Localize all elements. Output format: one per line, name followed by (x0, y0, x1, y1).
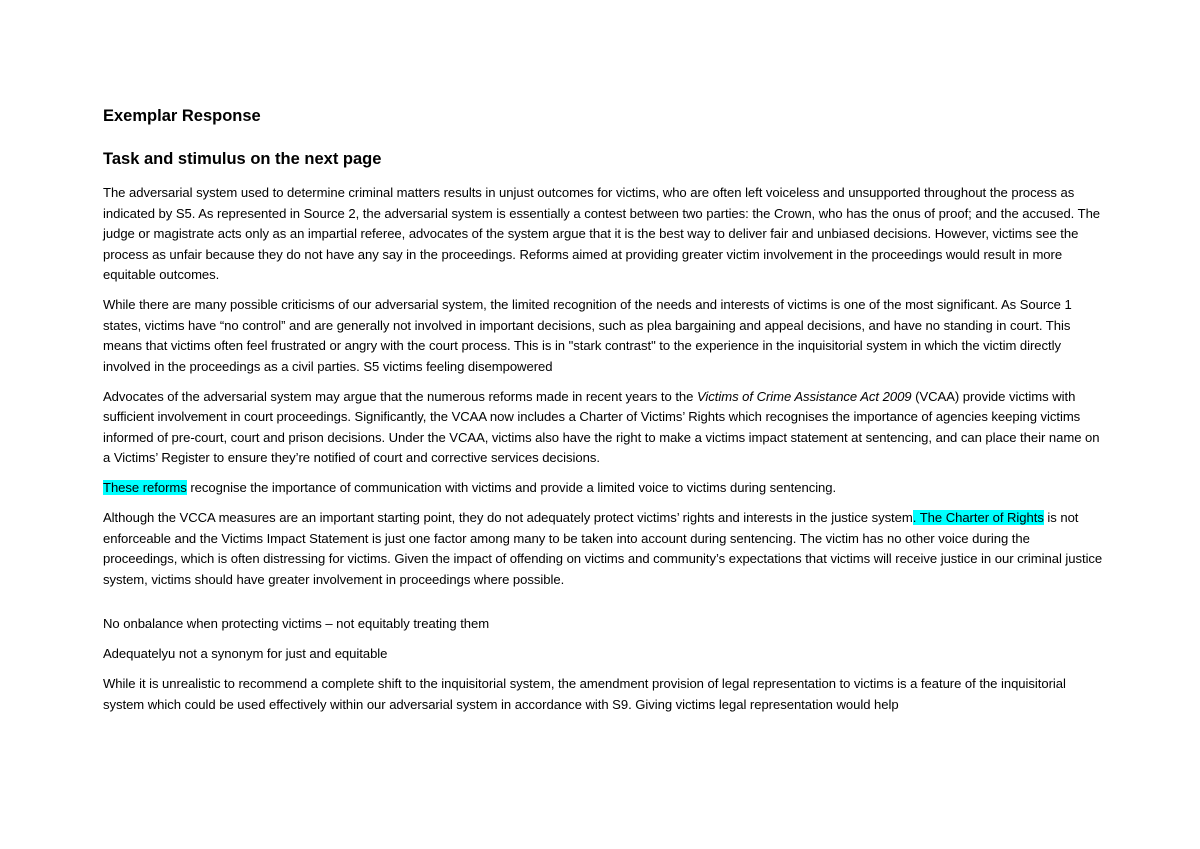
paragraph-3-text-a: Advocates of the adversarial system may argue that the numerous reforms made in recent years to the (103, 388, 697, 404)
document-title: Exemplar Response (103, 107, 261, 125)
paragraph-5 (103, 508, 1103, 590)
paragraph-5-text-b: is not enforceable and the Victims Impact Statement is just one factor among many to be taken into account during sentencing. The victim has no other voice during the proceedings, which is often distressing for victims. Given the impact of offending on victims and community’s expectations that victims will receive justice in our criminal justice system, victims should have greater involvement in proceedings where possible. (103, 510, 1103, 587)
paragraph-3 (103, 387, 1103, 469)
paragraph-4 (103, 478, 1103, 499)
paragraph-5-text-a: Although the VCCA measures are an important starting point, they do not adequately protect victims’ rights and interests in the justice system (103, 510, 913, 525)
note-2: Adequatelyu not a synonym for just and equitable (103, 646, 388, 661)
paragraph-1: The adversarial system used to determine criminal matters results in unjust outcomes for victims, who are often left voiceless and unsupported throughout the process as indicated by S5. As represented in Source 2, the adversarial system is essentially a contest between two parties: the Crown, who has the onus of proof; and the accused. The judge or magistrate acts only as an impartial referee, advocates of the system argue that it is the best way to deliver fair and unbiased decisions. However, victims see the process as unfair because they do not have any say in the proceedings. Reforms aimed at providing greater victim involvement in the proceedings would result in more equitable outcomes. (103, 185, 1101, 282)
note-1: No onbalance when protecting victims – not equitably treating them (103, 616, 490, 631)
paragraph-2: While there are many possible criticisms of our adversarial system, the limited recognition of the needs and interests of victims is one of the most significant. As Source 1 states, victims have “no control” and are generally not involved in important decisions, such as plea bargaining and appeal decisions, and have no standing in court. This means that victims often feel frustrated or angry with the court process. This is in "stark contrast" to the experience in the inquisitorial system in which the victim directly involved in the proceedings as a civil parties. S5 victims feeling disempowered (103, 297, 1072, 374)
paragraph-4-text: recognise the importance of communication with victims and provide a limited voice to victims during sentencing. (186, 480, 837, 495)
paragraph-3-text-b: (VCAA) provide victims with sufficient involvement in court proceedings. Significantly, the VCAA now includes a Charter of Victims’ Rights which recognises the importance of agencies keeping victims informed of pre-court, court and prison decisions. Under the VCAA, victims also have the right to make a victims impact statement at sentencing, and can place their name on a Victims’ Register to ensure they’re notified of court and corrective services decisions. (103, 388, 1100, 465)
document-body (103, 104, 1103, 725)
highlighted-text-these-reforms: These reforms (103, 480, 187, 495)
highlighted-text-charter-of-rights: . The Charter of Rights (912, 510, 1044, 525)
act-title-italic: Victims of Crime Assistance Act 2009 (696, 388, 912, 404)
paragraph-6: While it is unrealistic to recommend a complete shift to the inquisitorial system, the amendment provision of legal representation to victims is a feature of the inquisitorial system which could be used effectively within our adversarial system in accordance with S9. Giving victims legal representation would help (103, 676, 1066, 712)
document-subtitle: Task and stimulus on the next page (103, 150, 382, 168)
